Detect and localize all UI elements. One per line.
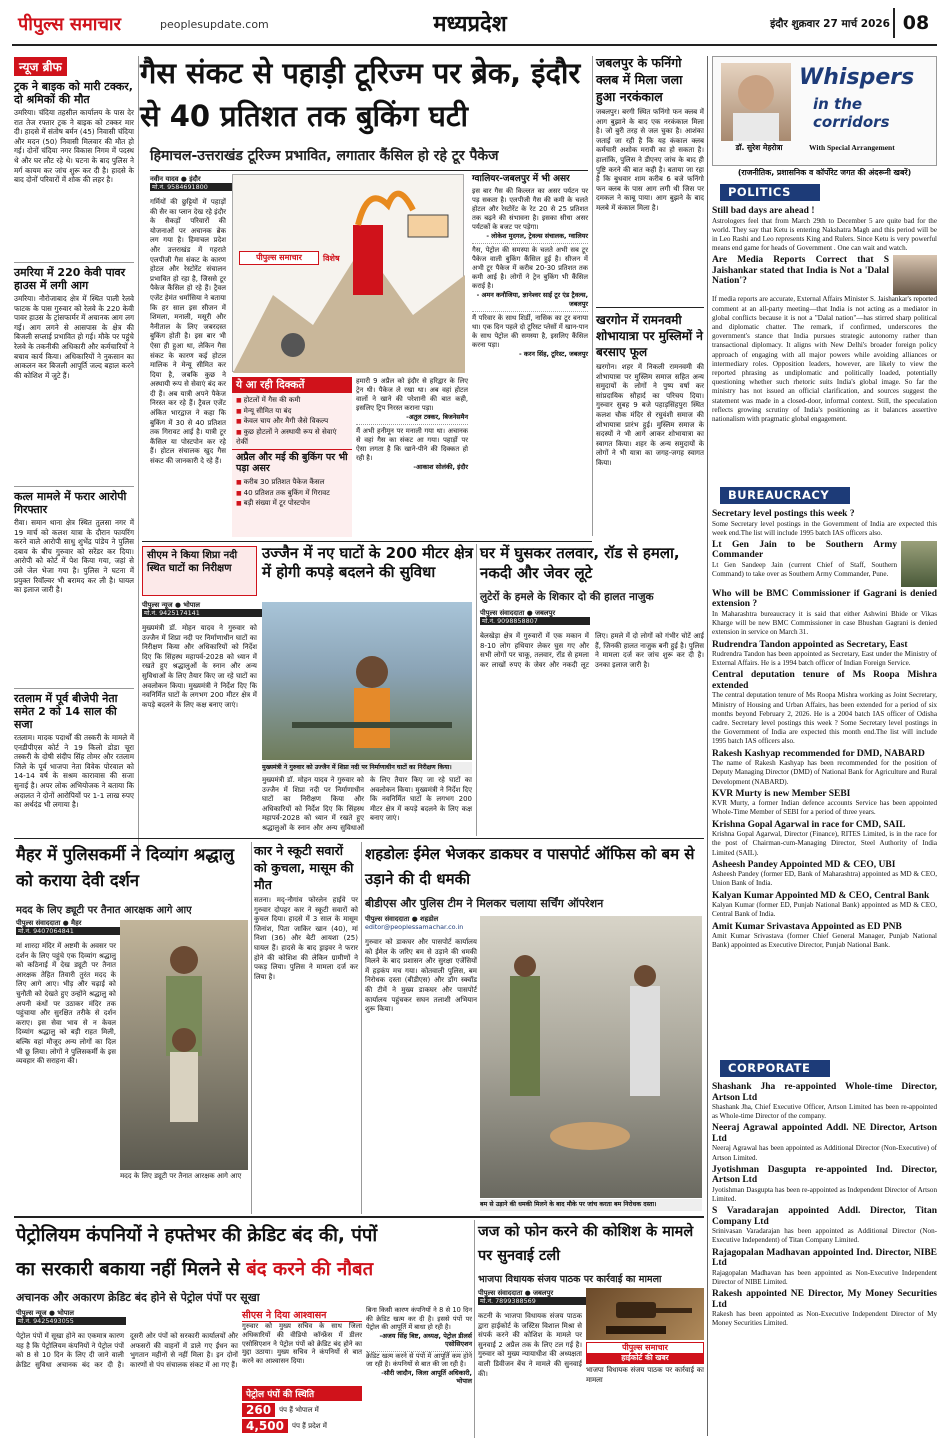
quote-text: गैस, पेट्रोल की समस्या के चलते अभी सब टूर पैकेज वाली बुकिंग कैंसिल हुई है। सीजन में अभी टूर पैकेज में करीब 20-30 प्रतिशत तक कमी आई है। लोगों ने ट्रेन बुकिंग भी कैंसिल कराई है। xyxy=(472,243,588,291)
stat-row xyxy=(242,1403,362,1417)
byline-name: नवीन यादव ● इंदौर xyxy=(150,175,201,183)
shahdol-subhead: बीडीएस और पुलिस टीम ने मिलकर चलाया सर्चिंग ऑपरेशन xyxy=(365,897,604,910)
petrol-quotes xyxy=(366,1306,472,1438)
jabalpur-body: जबलपुर। बरगी स्थित फनिंगो फन क्लब में आग बुझाने के बाद एक नरकंकाल मिला है। जो बुरी तरह से जल चुका है। आशंका जताई जा रही है कि यह कंकाल क्लब कर्मचारी अशोक मरावी का हो सकता है। हालांकि, पुलिस ने डीएनए जांच के बाद ही पुष्टि करने की बात कही है। बताया जा रहा है कि बुधवार शाम करीब 6 बजे फनिंगो फन क्लब के पास आग लगी थी जिस पर दमकल ने काबू पाया। आग बुझने के बाद मलबे में कंकाल मिला है। xyxy=(596,108,704,212)
ujjain-caption: मुख्यमंत्री ने गुरुवार को उज्जैन में शिप्रा नदी पर निर्माणाधीन घाटों का निरीक्षण किया। xyxy=(262,762,472,774)
masthead xyxy=(0,0,945,44)
stats-title: पेट्रोल पंपों की स्थिति xyxy=(242,1386,362,1401)
problem-item: ■ कुछ होटलों ने अस्थायी रूप से सेवाएं रोकीं xyxy=(236,427,348,447)
box2-item: ■ 40 प्रतिशत तक बुकिंग में गिरावट xyxy=(236,488,348,499)
ujjain-body-col2: मुख्यमंत्री डॉ. मोहन यादव ने गुरुवार को उज्जैन में शिप्रा नदी पर निर्माणाधीन घाटों का निरीक्षण किया और अधिकारियों को निर्देश दिए कि सिंहस्थ महापर्व-2028 को ध्यान में रखते हुए श्रद्धालुओं के स्नान और अन्य सुविधाओं के लिए तैयार किए जा रहे घाटों का अवलोकन किया। मुख्यमंत्री ने निर्देश दिए कि नवनिर्मित घाटों के लगभग 200 मीटर क्षेत्र में कपड़े बदलने के लिए कक्ष बनाए जाएं। xyxy=(262,776,472,832)
lead-subhead: हिमाचल-उत्तराखंड टूरिज्म प्रभावित, लगातार कैंसिल हो रहे टूर पैकेज xyxy=(150,148,499,164)
date-line: इंदौर शुक्रवार 27 मार्च 2026 xyxy=(770,18,890,30)
corp-body: Rajagopalan Madhavan has been appointed as Non-Executive Independent Director of NIBE Limited. xyxy=(712,1268,937,1286)
section-title: मध्यप्रदेश xyxy=(433,12,507,37)
quote-text: हमारी 9 अप्रैल को इंदौर से हरिद्वार के लिए ट्रेन थी। पैकेज ले रखा था। अब वहां होटल वालों ने खाने की परेशानी की बात कही, इसलिए ट्रिप निरस्त कराना पड़ा। xyxy=(356,377,468,412)
byline-email[interactable]: editor@peoplessamachar.co.in xyxy=(365,923,464,931)
corp-body: Shashank Jha, Chief Executive Officer, Artson Limited has been re-appointed as Whole-time Director of the company. xyxy=(712,1103,937,1121)
maihar-body: मां शारदा मंदिर में अष्टमी के अवसर पर दर्शन के लिए पहुंचे एक दिव्यांग श्रद्धालु को कठिनाई में देख ड्यूटी पर तैनात आरक्षक तेहित तिवारी तुरंत मदद के लिए आगे आए। भीड़ और चढ़ाई को चुनौती को देखते हुए उन्होंने श्रद्धालु को अपनी कंधों पर उठाकर मंदिर तक पहुंचाया और सुरक्षित तरीके से दर्शन कराए। इस सेवा भाव से न केवल दिव्यांग श्रद्धालु को बड़ी राहत मिली, बल्कि वहां मौजूद अन्य लोगों का दिल भी छू लिया। लोगों ने पुलिसकर्मी के इस व्यवहार की सराहना की। xyxy=(16,942,116,1066)
jabalpur-headline: जबलपुर के फनिंगो क्लब में मिला जला हुआ नरकंकाल xyxy=(596,55,683,104)
khargone-body: खरगोन। शहर में निकली रामनवमी की शोभायात्रा पर मुस्लिम समाज सहित अन्य समुदायों के लोगों ने पुष्प वर्षा कर सांप्रदायिक सौहार्द का परिचय दिया। गुरुवार सुबह 9 बजे पहाड़सिंहपुरा स्थित कलश चौक मंदिर से रघुवंशी समाज की शोभायात्रा प्रारंभ हुई। मुस्लिम समाज के सदस्यों ने भी आगे आकर शोभायात्रा का स्वागत किया। शहर के अन्य समुदायों के लोगों ने भी यात्रा का जगह-जगह स्वागत किया। xyxy=(596,363,704,467)
quote-author: - अमन कनौजिया, ज्ञानेश्वर साईं टूर एंड ट्रैवल्स, जबलपुर xyxy=(476,291,588,308)
problems-list xyxy=(232,393,352,449)
bureau-body: KVR Murty, a former Indian defence accounts Service has been appointed Whole-Time Member of SEBI for a period of three years. xyxy=(712,799,937,817)
lead-rule xyxy=(150,170,588,171)
column-rule xyxy=(476,544,477,836)
box2-item: ■ बड़ी संख्या में टूर पोस्टपोन xyxy=(236,498,348,509)
cs-box-title: सीएस ने दिया आश्वासन xyxy=(242,1308,362,1322)
robbery-body: बेलखेड़ा क्षेत्र में गुरुवारों में एक मकान में 8-10 लोग हथियार लेकर घुस गए और सभी लोगों पर चाकू, तलवार, रॉड से हमला कर लाखों रुपए के जेवर और नकदी लूट लिए। हमले में दो लोगों को गंभीर चोटें आई हैं, जिनकी हालत नाजुक बनी हुई है। पुलिस ने मामला दर्ज कर जांच शुरू कर दी है। उनका इलाज जारी है। xyxy=(480,632,704,669)
petrol-headline-line2b: बंद करने की नौबत xyxy=(246,1259,374,1280)
judge-stamp xyxy=(586,1342,704,1364)
maihar-subhead: मदद के लिए ड्यूटी पर तैनात आरक्षक आगे आए xyxy=(16,905,192,916)
bureau-title: Amit Kumar Srivastava Appointed as ED PNB xyxy=(712,921,902,932)
shahdol-headline: शहडोलः ईमेल भेजकर डाकघर व पासपोर्ट ऑफिस को बम से उड़ाने की दी धमकी xyxy=(365,845,695,888)
corp-body: Srinivasan Varadarajan has been appointed as Additional Director (Non-Executive Independent) of Titan Company Limited. xyxy=(712,1227,937,1245)
petrol-cs-box xyxy=(242,1308,362,1382)
brief-item xyxy=(14,80,134,256)
byline-mobile: मो.नं. 9425174141 xyxy=(142,609,262,617)
column-rule xyxy=(707,56,708,1436)
politics-body: If media reports are accurate, External Affairs Minister S. Jaishankar's reported comment at an all-party meeting—that India is not acting as a mediator in global conflicts because it is not a "Dalal nation"—has stirred sharp political and diplomatic chatter. The remark, if confirmed, underscores the government's stance that India pursues strategic autonomy rather than transactional diplomacy. It aligns with New Delhi's broader foreign policy approach of engaging with all major powers while avoiding alliances or intermediary roles. Opposition leaders, however, are likely to view the reported phrasing as undiplomatic and politically loaded, potentially questioning whether such rhetoric suits India's global image. So far the ministry has not issued an official clarification, and sources suggest the statement was made in a closed-door, informal context. Still, the speculation reflects growing scrutiny of India's positioning as it balances assertive nationalism with pragmatic global engagement. xyxy=(712,295,937,423)
box2-item: ■ करीब 30 प्रतिशत पैकेज कैंसल xyxy=(236,477,348,488)
bureau-body: The name of Rakesh Kashyap has been recommended for the position of Deputy Managing Director (DMD) of National Bank for Agriculture and Rural Development (NABARD). xyxy=(712,759,937,786)
bureau-title: Who will be BMC Commissioner if Gagrani is denied extension ? xyxy=(712,588,937,610)
section-rule xyxy=(14,1216,704,1218)
corp-title: Rajagopalan Madhavan appointed Ind. Director, NIBE Ltd xyxy=(712,1247,937,1269)
cartoon-tag: विशेष xyxy=(323,254,340,263)
robbery-subhead: लुटेरों के हमले के शिकार दो की हालत नाजुक xyxy=(480,591,654,603)
brief-title: कत्ल मामले में फरार आरोपी गिरफ्तार xyxy=(14,490,127,516)
ujjain-photo xyxy=(262,602,472,760)
judge-body: कटनी के भाजपा विधायक संजय पाठक द्वारा हाईकोर्ट के जस्टिस विशाल मिश्रा से संपर्क करने की कोशिश के मामले पर सुनवाई 2 अप्रैल तक के लिए टल गई है। गुरुवार को मुख्य न्यायाधीश की अध्यक्षता वाली डिवीजन बेंच ने मामले की सुनवाई की। xyxy=(478,1312,582,1378)
jaishankar-photo xyxy=(893,255,937,295)
petrol-headline xyxy=(16,1219,472,1289)
byline-mobile: मो.नं. 9584691800 xyxy=(150,183,270,191)
corp-title: Neeraj Agrawal appointed Addl. NE Director, Artson Ltd xyxy=(712,1123,937,1144)
lead-side-col xyxy=(472,174,588,538)
brief-item xyxy=(14,486,134,682)
brief-body: रतलाम। मादक पदार्थों की तस्करी के मामले में एनडीपीएस कोर्ट ने 19 किलो डोडा चूरा तस्करी के दोषी संदीप सिंह तोमर और रतलाम जिले के पूर्व भाजपा नेता विवेक पोरवाल को 14-14 वर्ष के सश्रम कारावास की सजा सुनाई है। अपर लोक अभियोजक ने बताया कि अदालत ने दोनों आरोपियों पर 1-1 लाख रुपए का अर्थदंड भी लगाया है। xyxy=(14,733,134,810)
maihar-body-end: मदद के लिए ड्यूटी पर तैनात आरक्षक आगे आए xyxy=(120,1172,242,1180)
politics-section xyxy=(712,204,937,480)
robbery-byline xyxy=(480,608,590,630)
quote-text: मैं परिवार के साथ शिर्डी, नासिक का टूर बनाया था। एक दिन पहले दो टूरिस्ट प्लेसों में खान-पान के साथ पेट्रोल की समस्या है, इसलिए कैंसिल करना पड़ा। xyxy=(472,311,588,350)
bureau-body: Lt Gen Sandeep Jain (current Chief of Staff, Southern Command) to take over as Southern Army Commander, Pune. xyxy=(712,560,897,579)
quote-author: -सौरी जादौन, जिला आपूर्ति अधिकारी, भोपाल xyxy=(381,1368,472,1386)
politics-label: POLITICS xyxy=(720,184,820,201)
stat-label: पंप हैं भोपाल में xyxy=(279,1405,319,1414)
problems-title: ये आ रही दिक्कतें xyxy=(232,377,352,393)
arrangement: With Special Arrangement xyxy=(809,143,895,152)
section-rule xyxy=(14,838,704,839)
bureaucracy-section xyxy=(712,507,937,950)
byline-mobile: मो.नं. 7899388569 xyxy=(478,1297,588,1305)
quote-text: बिना किसी कारण कंपनियों ने 8 से 10 दिन की क्रेडिट खत्म कर दी है। इससे पंपों पर पेट्रोल की आपूर्ति में बाधा हो रही है। xyxy=(366,1306,472,1332)
petrol-headline-line2a: का सरकारी बकाया नहीं मिलने से xyxy=(16,1259,247,1280)
bureaucracy-label: BUREAUCRACY xyxy=(720,487,850,504)
quote-text: इस बार गैस की किल्लत का असर पर्यटन पर पड़ सकता है। एलपीजी गैस की कमी के चलते होटल और रेस्टोरेंट के रेट 20 से 25 प्रतिशत तक बढ़ने की संभावना है। इसका सीधा असर पर्यटकों के बजट पर पड़ेगा। xyxy=(472,187,588,231)
lead-quote-col xyxy=(356,377,468,537)
bureau-body: In Maharashtra bureaucracy it is said that either Ashwini Bhide or Vikas Kharge will be new BMC Commissioner in case Bhushan Gagrani is denied extension in service on March 31. xyxy=(712,609,937,637)
judge-gavel-image xyxy=(586,1288,704,1340)
story-rule xyxy=(596,307,704,308)
whispers-banner xyxy=(712,56,937,166)
news-brief-label: न्यूज ब्रीफ xyxy=(14,57,67,76)
stat-label: पंप हैं प्रदेश में xyxy=(291,1421,327,1430)
photo-figure xyxy=(120,920,248,1170)
politics-title: Still bad days are ahead ! xyxy=(712,206,815,216)
bureau-body: Asheesh Pandey (former ED, Bank of Maharashtra) appointed as MD & CEO, Union Bank of India. xyxy=(712,870,937,888)
bureau-body: Krishna Gopal Agarwal, Director (Finance), RITES Limited, is in the race for the post of Chairman-cum-Managing Director, Steel Authority of India Limited (SAIL). xyxy=(712,830,937,857)
bureau-body: Rudrendra Tandon has been appointed as Secretary, East under the Ministry of External Affairs. He is a 1994 batch officer of Indian Foreign Service. xyxy=(712,650,937,668)
corp-body: Neeraj Agrawal has been appointed as Additional Director (Non-Executive) of Artson Limited. xyxy=(712,1144,937,1162)
bureau-title: Rudrendra Tandon appointed as Secretary, East xyxy=(712,639,908,650)
whispers-tagline: (राजनीतिक, प्रशासनिक व कॉर्पोरेट जगत की अंदरूनी खबरें) xyxy=(737,168,912,177)
stat-number: 4,500 xyxy=(242,1419,288,1433)
cs-box-body: गुरुवार को मुख्य सचिव के साथ जिला अधिकारियों की वीडियो कॉन्फ्रेंस में डीलर एसोसिएशन ने पेट्रोल पंपों को क्रेडिट बंद होने का मुद्दा उठाया। मुख्य सचिव ने कंपनियों से बात करने का आश्वासन दिया। xyxy=(242,1322,362,1366)
byline-mobile: मो.नं. 9425493055 xyxy=(16,1317,126,1325)
corp-body: Rakesh has been appointed as Non-Executive Independent Director of My Money Securities Limited. xyxy=(712,1310,937,1328)
corp-body: Jyotishman Dasgupta has been re-appointed as Independent Director of Artson Limited. xyxy=(712,1185,937,1204)
corp-title: Rakesh appointed NE Director, My Money Securities Ltd xyxy=(712,1289,937,1310)
stat-row xyxy=(242,1419,362,1433)
bureau-title: Lt Gen Jain to be Southern Army Commander xyxy=(712,539,897,561)
corp-title: Shashank Jha re-appointed Whole-time Director, Artson Ltd xyxy=(712,1082,937,1103)
ujjain-inset xyxy=(142,546,257,596)
lead-headline: गैस संकट से पहाड़ी टूरिज्म पर ब्रेक, इंदौर से 40 प्रतिशत तक बुकिंग घटी xyxy=(140,56,581,133)
judge-subhead: भाजपा विधायक संजय पाठक पर कार्रवाई का मामला xyxy=(478,1274,662,1285)
petrol-byline xyxy=(16,1308,126,1330)
author-name: डॉ. सुरेश मेहरोत्रा xyxy=(735,143,783,152)
shahdol-photo xyxy=(480,916,702,1198)
scooty-story xyxy=(254,842,358,1212)
judge-body-col2: भाजपा विधायक संजय पाठक पर कार्रवाई का मामला xyxy=(586,1366,704,1384)
byline-mobile: मो.नं. 9098858807 xyxy=(480,617,590,625)
petrol-headline-line2 xyxy=(16,1253,472,1287)
maihar-byline xyxy=(16,918,126,940)
corporate-section xyxy=(712,1080,937,1438)
cartoon-illustration xyxy=(233,175,465,373)
brief-title: रतलाम में पूर्व बीजेपी नेता समेत 2 को 14 साल की सजा xyxy=(14,692,118,731)
quote-author: - लोकेश मुदगल, ट्रेवल्स संचालक, ग्वालियर xyxy=(486,232,588,240)
bureau-title: Rakesh Kashyap recommended for DMD, NABARD xyxy=(712,748,925,759)
box2-list xyxy=(232,476,352,510)
quote-author: -अजय सिंह बिष्ट, अध्यक्ष, पेट्रोल डीलर्स एसोसिएशन xyxy=(379,1331,472,1349)
bureau-body: The central deputation tenure of Ms Roopa Mishra working as Joint Secretary, Ministry of Housing and Urban Affairs, has been extended for a period of six months beyond February 2, 2026. He is a 2004 batch IAS officer of Odisha cadre. Secretary level postings this week ? Some Secretary level postings in the Government of India are expected this month end.The list will include 1995 batch IAS officers also. xyxy=(712,691,937,746)
ujjain-headline: उज्जैन में नए घाटों के 200 मीटर क्षेत्र में होगी कपड़े बदलने की सुविधा xyxy=(262,544,474,581)
scooty-headline: कार ने स्कूटी सवारों को कुचला, मासूम की मौत xyxy=(254,843,354,892)
corp-title: S Varadarajan appointed Addl. Director, Titan Company Ltd xyxy=(712,1206,937,1227)
corporate-label: CORPORATE xyxy=(720,1060,830,1077)
column-rule xyxy=(592,56,593,536)
cartoon-label: पीपुल्स समाचार xyxy=(239,251,319,265)
photo-figure xyxy=(262,602,472,760)
byline-name: पीपुल्स संवाददाता ● मैहर xyxy=(16,919,82,927)
gavel-icon xyxy=(586,1288,704,1340)
politics-title: Are Media Reports Correct that S Jaishankar stated that India is Not a 'Dalal Nation'? xyxy=(712,255,889,287)
judge-byline xyxy=(478,1288,588,1310)
quote-author: - करन सिंह, टूरिस्ट, जबलपुर xyxy=(518,350,588,359)
brief-title: ट्रक ने बाइक को मारी टक्कर, दो श्रमिकों की मौत xyxy=(14,80,133,106)
petrol-subhead: अचानक और अकारण क्रेडिट बंद होने से पेट्रोल पंपों पर सूखा xyxy=(16,1291,260,1304)
photo-figure xyxy=(480,916,702,1198)
bureau-title: Krishna Gopal Agarwal in race for CMD, SAIL xyxy=(712,819,906,830)
shahdol-byline xyxy=(365,914,475,936)
box2-title: अप्रैल और मई की बुकिंग पर भी पड़ा असर xyxy=(232,449,352,476)
column-rule xyxy=(361,842,362,1214)
section-rule xyxy=(142,541,592,542)
problem-item: ■ केवल चाय और मैगी जैसे विकल्प xyxy=(236,416,348,427)
bureau-body: Amit Kumar Srivastava (former Chief General Manager, Punjab National Bank) appointed as Executive Director, Punjab National Bank. xyxy=(712,932,937,950)
whispers-title: Whispers xyxy=(799,65,915,90)
problem-item: ■ होटलों में गैस की कमी xyxy=(236,395,348,406)
brief-body: रीवा। समान थाना क्षेत्र स्थित तुलसा नगर में 19 मार्च को कलश यात्रा के दौरान फायरिंग करने वाले आरोपी साधु शुभेंद्र पांडेय ने पुलिस दबाव के बीच गुरुवार को सरेंडर कर दिया। आरोपी को कोर्ट में पेश किया गया, जहां से उसे जेल भेजा गया है। पुलिस ने घटना में प्रयुक्त रिवॉल्वर भी बरामद कर ली है। घायल का इलाज जारी है। xyxy=(14,518,134,595)
lead-cartoon xyxy=(232,174,464,372)
quote-author: -आकाश सोलंकी, इंदौर xyxy=(413,463,468,472)
side-title: ग्वालियर-जबलपुर में भी असर xyxy=(472,174,570,184)
byline-name: पीपुल्स न्यूज ● भोपाल xyxy=(142,601,201,609)
bureau-title: Kalyan Kumar Appointed MD & CEO, Central Bank xyxy=(712,890,930,901)
shahdol-caption: बम से उड़ाने की धमकी मिलने के बाद मौके पर जांच करता बम निरोधक दस्ता। xyxy=(480,1199,702,1211)
website[interactable]: peoplesupdate.com xyxy=(160,18,269,31)
problem-item: ■ मेन्यू सीमित या बंद xyxy=(236,406,348,417)
lead-body-col1: गर्मियों की छुट्टियों में पहाड़ों की सैर का प्लान देख रहे इंदौर के सैकड़ों परिवारों की योजनाओं पर अचानक ब्रेक लग गया है। हिमाचल प्रदेश और उत्तराखंड में गहराते एलपीजी गैस संकट के कारण होटल और रेस्टोरेंट संचालन प्रभावित हो रहा है, जिससे टूर पैकेज कैंसिल हो रहे हैं। ट्रैवल एजेंट हेमंत धर्मासिया ने बताया कि हर साल इस सीजन में शिमला, मनाली, मसूरी और नैनीताल के लिए जबरदस्त बुकिंग होती है। इस बार भी ऐसा ही हुआ था, लेकिन गैस संकट के कारण कई होटल मालिक ने मेन्यू सीमित कर दिया है, जबकि कुछ ने अस्थायी रूप से सेवाएं बंद कर दी हैं। अब यात्री अपने पैकेज निरस्त कर रहे हैं। ट्रैवल एजेंट अंकित भारद्वाज ने कहा कि बुकिंग में 30 से 40 प्रतिशत तक गिरावट आई है। यात्री टूर कैंसिल या पोस्टपोन कर रहे हैं। होटल संचालक खुद गैस संकट की जानकारी दे रहे हैं। xyxy=(150,198,226,466)
page-number: 08 xyxy=(893,8,937,38)
bureau-body: Kalyan Kumar (former ED, Punjab National Bank) appointed as MD & CEO, Central Bank of India. xyxy=(712,901,937,919)
author-photo xyxy=(721,63,791,141)
masthead-rule xyxy=(12,44,937,46)
corp-title: Jyotishman Dasgupta re-appointed Ind. Director, Artson Ltd xyxy=(712,1164,937,1186)
petrol-headline-line1: पेट्रोलियम कंपनियों ने हफ्तेभर की क्रेडिट बंद की, पंपों xyxy=(16,1225,378,1246)
maihar-headline: मैहर में पुलिसकर्मी ने दिव्यांग श्रद्धालु को कराया देवी दर्शन xyxy=(16,845,235,890)
column-rule xyxy=(474,1220,475,1438)
stamp-paper: पीपुल्स समाचार xyxy=(622,1343,668,1352)
column-rule xyxy=(138,56,139,846)
news-brief-column xyxy=(14,56,134,854)
khargone-headline: खरगोन में रामनवमी शोभायात्रा पर मुस्लिमों ने बरसाए फूल xyxy=(596,313,703,359)
quote-author: -अतुल टक्कर, बिजनेसमैन xyxy=(406,413,468,421)
politics-body: Astrologers feel that from March 29th to December 5 are quite bad for the world. They say that Ketu is entering Nakshatra Magh and this period will be in Leo Rashi and Leo represents King and Rulers. Since Ketu is very powerful means end game for heads of Government . One can wait and watch. xyxy=(712,216,937,253)
maihar-photo xyxy=(120,920,248,1170)
byline-name: पीपुल्स संवाददाता ● जबलपुर xyxy=(480,609,556,617)
ujjain-inset-text: सीएम ने किया शिप्रा नदी स्थित घाटों का निरीक्षण xyxy=(147,550,238,574)
brief-title: उमरिया में 220 केवी पावर हाउस में लगी आग xyxy=(14,266,126,292)
jabalpur-story xyxy=(596,54,704,304)
brief-item xyxy=(14,262,134,480)
quote-text: मैं अभी हनीमून पर मनाली गया था। अचानक से वहां गैस का संकट आ गया। पहाड़ों पर ऐसा लगता है कि खाने-पीने की दिक्कत हो रही है। xyxy=(356,424,468,463)
problems-box xyxy=(232,377,352,537)
column-rule xyxy=(251,842,252,1214)
khargone-story xyxy=(596,312,704,538)
brief-body: उमरिया। नौरोजाबाद क्षेत्र में स्थित पाली रेलवे फाटक के पास गुरुवार को रेलवे के 220 केवी पावर हाउस के ट्रांसफार्मर में अचानक आग लग गई। आग लगने से आसपास के क्षेत्र की बिजली सप्लाई प्रभावित हो गई। मौके पर पहुंचे रेलवे के तकनीकी अधिकारी और कर्मचारियों ने बचाव कार्य किया। अधिकारियों ने नुकसान का आकलन कर बिजली आपूर्ति जल्द बहाल करने की कोशिश में जुटे हैं। xyxy=(14,294,134,380)
petrol-body: पेट्रोल पंपों में सूखा होने का एकमात्र कारण यह है कि पेट्रोलियम कंपनियों ने पेट्रोल पंपों को 8 से 10 दिन के लिए दी जाने वाली क्रेडिट सुविधा अचानक बंद कर दी है। दूसरी ओर पंपों को सरकारी कार्यालयों और अफसरों की वाहनों में डाले गए ईंधन का भुगतान महीनों से नहीं मिला है। इन दोनों कारणों से पंप संचालक संकट में आ गए हैं। xyxy=(16,1332,238,1369)
bureau-title: Central deputation tenure of Ms Roopa Mishra extended xyxy=(712,670,937,691)
quote-text: क्रेडिट खत्म करने से पंपों में आपूर्ति कम होने जा रही है। कंपनियों से बात की जा रही है। xyxy=(366,1351,472,1369)
ujjain-body: मुख्यमंत्री डॉ. मोहन यादव ने गुरुवार को उज्जैन में शिप्रा नदी पर निर्माणाधीन घाटों का निरीक्षण किया और अधिकारियों को निर्देश दिए कि सिंहस्थ महापर्व-2028 को ध्यान में रखते हुए श्रद्धालुओं के स्नान और अन्य सुविधाओं के लिए तैयार किए जा रहे घाटों का अवलोकन किया। मुख्यमंत्री ने निर्देश दिए कि नवनिर्मित घाटों के लगभग 200 मीटर क्षेत्र में कपड़े बदलने के लिए कक्ष बनाए जाएं। xyxy=(142,624,257,709)
author-portrait xyxy=(721,63,791,141)
byline-name: पीपुल्स न्यूज ● भोपाल xyxy=(16,1309,75,1317)
byline-mobile: मो.नं. 9407064841 xyxy=(16,927,126,935)
shahdol-body: गुरुवार को डाकघर और पासपोर्ट कार्यालय को ईमेल के जरिए बम से उड़ाने की धमकी मिलने के बाद प्रशासन और सुरक्षा एजेंसियों में हड़कंप मच गया। कोतवाली पुलिस, बम निरोधक दस्ता (बीडीएस) और डॉग स्क्वॉड की टीमें ने मुख्य डाकघर और पासपोर्ट कार्यालय पहुंचकर सघन तलाशी अभियान शुरू किया। xyxy=(365,938,477,1014)
byline-name: पीपुल्स संवाददाता ● जबलपुर xyxy=(478,1289,554,1297)
byline-name: पीपुल्स संवाददाता ● शहडोल xyxy=(365,915,439,923)
robbery-headline: घर में घुसकर तलवार, रॉड से हमला, नकदी और जेवर लूटे xyxy=(480,544,680,582)
brief-body: उमरिया। चंदिया तहसील कार्यालय के पास देर रात तेज रफ्तार ट्रक ने बाइक को टक्कर मार दी। हादसे में संतोष बर्मन (45) निवासी चंदिया और मदन (50) निवासी मिलवार की मौत हो गई। दोनों चंदिया नगर विकास निगम में पदस्थ थे और घर लौट रहे थे। घटना के बाद पुलिस ने मर्ग कायम कर जांच शुरू कर दी है। हादसे के बाद दोनों परिवारों में शोक की लहर है। xyxy=(14,108,134,185)
bureau-title: KVR Murty is new Member SEBI xyxy=(712,788,851,799)
officer-photo xyxy=(901,541,937,587)
bureau-title: Asheesh Pandey Appointed MD & CEO, UBI xyxy=(712,859,896,870)
paper-logo: पीपुल्स समाचार xyxy=(18,14,121,35)
stamp-label: हाईकोर्ट की खबर xyxy=(587,1353,703,1363)
bureau-title: Secretary level postings this week ? xyxy=(712,509,855,519)
stat-number: 260 xyxy=(242,1403,275,1417)
scooty-body: सतना। मद्-नौगांव फोरलेन हाईवे पर गुरुवार दोपहर कार ने स्कूटी सवारों को कुचल दिया। हादसे में 3 साल के मासूम जिनांश, पिता जाकिर खान (40), मां निशा (36) और बेटी आयशा (25) घायल हैं। हादसे के बाद ड्राइवर ने फरार होने की कोशिश की लेकिन ग्रामीणों ने पकड़ लिया। पुलिस ने मामला दर्ज कर लिया है। xyxy=(254,896,358,981)
whispers-subtitle: in the corridors xyxy=(813,95,890,131)
bureau-body: Some Secretary level postings in the Government of India are expected this week end.The list will include 1995 batch IAS officers also. xyxy=(712,519,937,537)
judge-headline: जज को फोन करने की कोशिश के मामले पर सुनवाई टली xyxy=(478,1224,694,1264)
ujjain-byline xyxy=(142,600,262,622)
petrol-stats xyxy=(242,1386,362,1438)
